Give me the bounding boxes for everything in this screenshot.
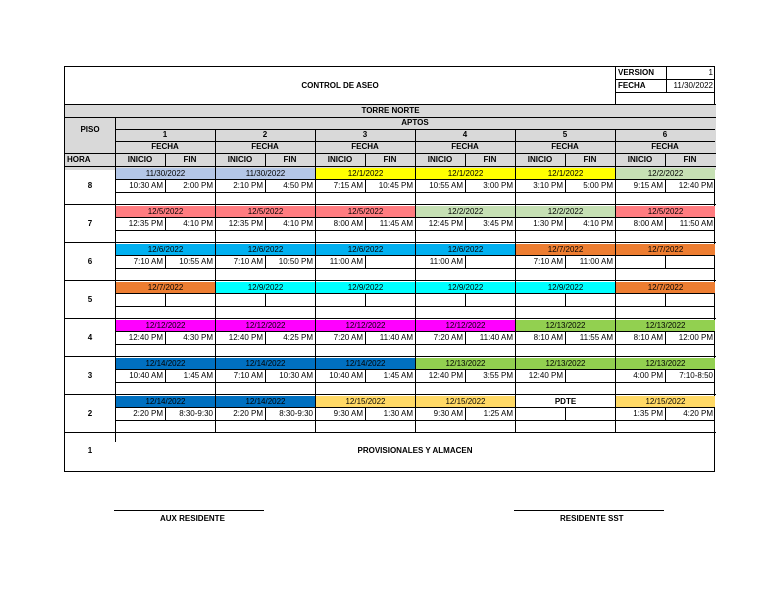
fecha-col-header: FECHA: [551, 142, 579, 151]
inicio-cell: 2:20 PM: [133, 409, 163, 418]
grid-line-v: [265, 153, 266, 166]
date-cell: 12/13/2022: [616, 320, 715, 331]
fin-cell: [565, 408, 615, 420]
grid-line-v: [515, 167, 516, 205]
grid-line-v: [265, 217, 266, 230]
fecha-col-header: FECHA: [151, 142, 179, 151]
grid-line-v: [215, 205, 216, 243]
grid-line-v: [465, 293, 466, 306]
grid-line-v: [615, 281, 616, 319]
grid-line-v: [265, 331, 266, 344]
grid-line-v: [515, 129, 516, 166]
grid-line-v: [365, 153, 366, 166]
inicio-header: INICIO: [127, 154, 153, 164]
grid-line-v: [615, 319, 616, 357]
grid-line-v: [465, 217, 466, 230]
fin-cell: 10:55 AM: [179, 257, 213, 266]
grid-line-v: [665, 217, 666, 230]
grid-line-v: [665, 179, 666, 192]
fin-cell: 4:10 PM: [283, 219, 313, 228]
inicio-cell: [115, 294, 165, 306]
grid-line-v: [365, 293, 366, 306]
inicio-cell: 8:10 AM: [533, 333, 563, 342]
apto-number-1: 1: [162, 130, 168, 139]
fin-header: FIN: [183, 154, 197, 164]
grid-line-v: [415, 205, 416, 243]
grid-line-v: [215, 243, 216, 281]
inicio-cell: 12:40 PM: [228, 333, 263, 342]
date-cell: 12/5/2022: [316, 206, 415, 217]
date-cell: 12/1/2022: [316, 168, 415, 179]
inicio-cell: 4:00 PM: [633, 371, 663, 380]
piso-3: 3: [87, 371, 93, 380]
piso-5: 5: [87, 295, 93, 304]
grid-line-v: [565, 153, 566, 166]
signature-label-right: RESIDENTE SST: [560, 514, 624, 523]
grid-line-v: [315, 129, 316, 166]
grid-line-v: [415, 357, 416, 395]
grid-line-v: [415, 129, 416, 166]
inicio-cell: 2:10 PM: [233, 181, 263, 190]
grid-line-v: [265, 293, 266, 306]
inicio-header: INICIO: [427, 154, 453, 164]
fin-cell: 11:55 AM: [579, 333, 613, 342]
inicio-cell: 10:40 AM: [129, 371, 163, 380]
grid-line-v: [315, 205, 316, 243]
fin-header: FIN: [383, 154, 397, 164]
fin-cell: 1:45 AM: [183, 371, 213, 380]
inicio-cell: 3:10 PM: [533, 181, 563, 190]
grid-line-v: [615, 167, 616, 205]
grid-line-v: [365, 369, 366, 382]
grid-line-v: [515, 357, 516, 395]
fin-cell: 11:50 AM: [679, 219, 713, 228]
fin-cell: 3:55 PM: [483, 371, 513, 380]
date-cell: 11/30/2022: [116, 168, 215, 179]
grid-line-v: [215, 395, 216, 433]
grid-line-v: [215, 129, 216, 166]
grid-line-v: [415, 319, 416, 357]
inicio-header: INICIO: [227, 154, 253, 164]
date-cell: 12/13/2022: [516, 320, 615, 331]
piso-7: 7: [87, 219, 93, 228]
date-cell: 12/15/2022: [316, 396, 415, 407]
grid-line-v: [565, 331, 566, 344]
version-label: VERSION: [618, 68, 655, 77]
fin-cell: 4:25 PM: [283, 333, 313, 342]
floor1-note: PROVISIONALES Y ALMACEN: [357, 446, 473, 455]
grid-line-h: [65, 318, 716, 319]
grid-line-v: [215, 167, 216, 205]
grid-line-v: [666, 67, 667, 92]
grid-line-v: [165, 179, 166, 192]
date-cell: 12/2/2022: [616, 168, 715, 179]
inicio-cell: [615, 256, 665, 268]
grid-line-v: [615, 395, 616, 433]
date-cell: 12/12/2022: [316, 320, 415, 331]
inicio-header: INICIO: [327, 154, 353, 164]
grid-line-v: [515, 243, 516, 281]
grid-line-v: [465, 369, 466, 382]
grid-line-v: [165, 369, 166, 382]
grid-line-v: [415, 243, 416, 281]
date-cell: 12/14/2022: [116, 396, 215, 407]
grid-line-v: [515, 281, 516, 319]
grid-line-h: [65, 394, 716, 395]
fin-header: FIN: [583, 154, 597, 164]
grid-line-v: [665, 407, 666, 420]
inicio-cell: 2:20 PM: [233, 409, 263, 418]
grid-line-v: [465, 331, 466, 344]
inicio-cell: [615, 294, 665, 306]
grid-line-h: [65, 242, 716, 243]
grid-line-v: [565, 179, 566, 192]
date-cell: 12/13/2022: [516, 358, 615, 369]
grid-line-h: [65, 166, 716, 167]
fecha-col-header: FECHA: [451, 142, 479, 151]
grid-line-v: [165, 255, 166, 268]
date-cell: 12/14/2022: [116, 358, 215, 369]
inicio-cell: 12:35 PM: [228, 219, 263, 228]
date-cell: 12/6/2022: [416, 244, 515, 255]
fecha-col-header: FECHA: [651, 142, 679, 151]
fin-cell: 11:40 AM: [479, 333, 513, 342]
grid-line-h: [65, 204, 716, 205]
fin-cell: [365, 256, 415, 268]
signature-line-right: [514, 510, 664, 511]
fin-cell: [565, 294, 615, 306]
grid-line-v: [315, 167, 316, 205]
piso-8: 8: [87, 181, 93, 190]
fin-cell: 5:00 PM: [583, 181, 613, 190]
fin-cell: [465, 294, 515, 306]
fecha-col-header: FECHA: [351, 142, 379, 151]
fin-cell: [565, 370, 615, 382]
date-cell: 12/7/2022: [616, 282, 715, 293]
grid-line-v: [165, 153, 166, 166]
date-cell: 12/9/2022: [516, 282, 615, 293]
grid-line-v: [665, 255, 666, 268]
apto-number-4: 4: [462, 130, 468, 139]
signature-label-left: AUX RESIDENTE: [160, 514, 225, 523]
fin-cell: [665, 294, 715, 306]
grid-line-v: [415, 167, 416, 205]
grid-line-v: [265, 255, 266, 268]
fin-header: FIN: [283, 154, 297, 164]
grid-line-v: [615, 357, 616, 395]
aptos-label: APTOS: [401, 118, 429, 127]
fin-cell: [365, 294, 415, 306]
grid-line-h: [615, 92, 715, 93]
fin-header: FIN: [483, 154, 497, 164]
fin-cell: 1:30 AM: [383, 409, 413, 418]
date-cell: PDTE: [554, 396, 577, 406]
inicio-cell: 9:15 AM: [633, 181, 663, 190]
fin-cell: 7:10-8:50: [679, 371, 713, 380]
fecha-label: FECHA: [618, 80, 646, 90]
inicio-cell: [515, 294, 565, 306]
inicio-cell: 7:10 AM: [233, 371, 263, 380]
grid-line-v: [265, 369, 266, 382]
piso-6: 6: [87, 257, 93, 266]
inicio-cell: 7:10 AM: [533, 257, 563, 266]
inicio-cell: 12:40 PM: [528, 371, 563, 380]
grid-line-v: [165, 407, 166, 420]
grid-line-v: [615, 205, 616, 243]
piso-1: 1: [87, 446, 93, 455]
date-cell: 12/6/2022: [316, 244, 415, 255]
grid-line-v: [215, 319, 216, 357]
grid-line-v: [465, 407, 466, 420]
piso-2: 2: [87, 409, 93, 418]
grid-line-v: [415, 281, 416, 319]
inicio-cell: 12:40 PM: [128, 333, 163, 342]
date-cell: 12/12/2022: [116, 320, 215, 331]
fecha-col-header: FECHA: [251, 142, 279, 151]
grid-line-v: [465, 153, 466, 166]
date-cell: 12/9/2022: [216, 282, 315, 293]
date-cell: 12/1/2022: [416, 168, 515, 179]
date-cell: 12/7/2022: [116, 282, 215, 293]
document-title: CONTROL DE ASEO: [301, 80, 379, 90]
grid-line-v: [615, 129, 616, 166]
piso-4: 4: [87, 333, 93, 342]
grid-line-v: [465, 179, 466, 192]
inicio-cell: 12:40 PM: [428, 371, 463, 380]
grid-line-v: [365, 217, 366, 230]
control-sheet: [64, 66, 715, 472]
fin-cell: 11:45 AM: [379, 219, 413, 228]
fin-cell: 4:20 PM: [683, 409, 713, 418]
inicio-cell: 11:00 AM: [329, 257, 363, 266]
date-cell: 12/13/2022: [416, 358, 515, 369]
inicio-header: INICIO: [627, 154, 653, 164]
grid-line-v: [215, 281, 216, 319]
inicio-cell: 10:55 AM: [429, 181, 463, 190]
apto-number-2: 2: [262, 130, 268, 139]
fin-cell: 4:10 PM: [183, 219, 213, 228]
grid-line-v: [165, 331, 166, 344]
date-cell: 12/5/2022: [616, 206, 715, 217]
grid-line-v: [165, 217, 166, 230]
fin-cell: 12:00 PM: [678, 333, 713, 342]
fin-header: FIN: [683, 154, 697, 164]
grid-line-v: [465, 255, 466, 268]
fin-cell: 1:45 AM: [383, 371, 413, 380]
grid-line-v: [365, 255, 366, 268]
date-cell: 12/7/2022: [516, 244, 615, 255]
grid-line-v: [215, 357, 216, 395]
date-cell: 12/2/2022: [516, 206, 615, 217]
fin-cell: 10:50 PM: [278, 257, 313, 266]
fin-cell: 8:30-9:30: [179, 409, 213, 418]
fin-cell: 4:10 PM: [583, 219, 613, 228]
inicio-cell: 7:15 AM: [333, 181, 363, 190]
inicio-cell: [515, 408, 565, 420]
grid-line-v: [265, 179, 266, 192]
date-cell: 12/2/2022: [416, 206, 515, 217]
inicio-cell: 1:35 PM: [633, 409, 663, 418]
grid-line-h: [65, 280, 716, 281]
fin-cell: 2:00 PM: [183, 181, 213, 190]
fin-cell: 11:00 AM: [579, 257, 613, 266]
inicio-cell: 9:30 AM: [433, 409, 463, 418]
grid-line-v: [565, 369, 566, 382]
grid-line-v: [315, 395, 316, 433]
fin-cell: [165, 294, 215, 306]
inicio-cell: 8:10 AM: [633, 333, 663, 342]
inicio-cell: 8:00 AM: [633, 219, 663, 228]
fecha-value: 11/30/2022: [673, 80, 713, 90]
inicio-cell: 12:35 PM: [128, 219, 163, 228]
grid-line-v: [665, 153, 666, 166]
grid-line-v: [365, 407, 366, 420]
grid-line-v: [515, 395, 516, 433]
fin-cell: 10:30 AM: [279, 371, 313, 380]
fin-cell: 4:50 PM: [283, 181, 313, 190]
grid-line-v: [315, 357, 316, 395]
inicio-cell: 10:40 AM: [329, 371, 363, 380]
date-cell: 12/9/2022: [316, 282, 415, 293]
fin-cell: [465, 256, 515, 268]
date-cell: 12/5/2022: [116, 206, 215, 217]
date-cell: 12/6/2022: [116, 244, 215, 255]
grid-line-v: [515, 205, 516, 243]
grid-line-v: [365, 179, 366, 192]
fin-cell: 1:25 AM: [483, 409, 513, 418]
date-cell: 12/6/2022: [216, 244, 315, 255]
fin-cell: 10:45 PM: [378, 181, 413, 190]
date-cell: 12/7/2022: [616, 244, 715, 255]
inicio-header: INICIO: [527, 154, 553, 164]
grid-line-v: [565, 217, 566, 230]
grid-line-v: [315, 319, 316, 357]
grid-line-v: [615, 243, 616, 281]
date-cell: 12/15/2022: [616, 396, 715, 407]
grid-line-v: [665, 369, 666, 382]
date-cell: 12/14/2022: [216, 358, 315, 369]
date-cell: 11/30/2022: [216, 168, 315, 179]
grid-line-v: [515, 319, 516, 357]
inicio-cell: 1:30 PM: [533, 219, 563, 228]
inicio-cell: [215, 294, 265, 306]
inicio-cell: 7:20 AM: [333, 333, 363, 342]
signature-line-left: [114, 510, 264, 511]
date-cell: 12/5/2022: [216, 206, 315, 217]
fin-cell: 11:40 AM: [379, 333, 413, 342]
grid-line-v: [665, 331, 666, 344]
inicio-cell: 10:30 AM: [129, 181, 163, 190]
inicio-cell: 8:00 AM: [333, 219, 363, 228]
grid-line-h: [65, 356, 716, 357]
fin-cell: 3:00 PM: [483, 181, 513, 190]
fin-cell: 8:30-9:30: [279, 409, 313, 418]
apto-number-5: 5: [562, 130, 568, 139]
piso-header: PISO: [80, 125, 100, 134]
date-cell: 12/14/2022: [316, 358, 415, 369]
grid-line-v: [565, 407, 566, 420]
fin-cell: 12:40 PM: [678, 181, 713, 190]
hora-header: HORA: [67, 154, 91, 164]
date-cell: 12/13/2022: [616, 358, 715, 369]
tower-title: TORRE NORTE: [361, 106, 420, 115]
apto-number-6: 6: [662, 130, 668, 139]
date-cell: 12/1/2022: [516, 168, 615, 179]
inicio-cell: 7:10 AM: [233, 257, 263, 266]
fin-cell: 3:45 PM: [483, 219, 513, 228]
grid-line-v: [665, 293, 666, 306]
fin-cell: [665, 256, 715, 268]
inicio-cell: [415, 294, 465, 306]
grid-line-v: [265, 407, 266, 420]
inicio-cell: 9:30 AM: [333, 409, 363, 418]
grid-line-v: [415, 395, 416, 433]
date-cell: 12/12/2022: [216, 320, 315, 331]
grid-line-v: [165, 293, 166, 306]
fin-cell: 4:30 PM: [183, 333, 213, 342]
date-cell: 12/14/2022: [216, 396, 315, 407]
inicio-cell: 7:10 AM: [133, 257, 163, 266]
date-cell: 12/12/2022: [416, 320, 515, 331]
version-value: 1: [708, 68, 713, 77]
grid-line-v: [565, 255, 566, 268]
inicio-cell: 11:00 AM: [429, 257, 463, 266]
grid-line-v: [315, 243, 316, 281]
date-cell: 12/15/2022: [416, 396, 515, 407]
fin-cell: [265, 294, 315, 306]
inicio-cell: 12:45 PM: [428, 219, 463, 228]
apto-number-3: 3: [362, 130, 368, 139]
grid-line-v: [565, 293, 566, 306]
inicio-cell: 7:20 AM: [433, 333, 463, 342]
grid-line-v: [315, 281, 316, 319]
inicio-cell: [315, 294, 365, 306]
date-cell: 12/9/2022: [416, 282, 515, 293]
grid-line-v: [365, 331, 366, 344]
